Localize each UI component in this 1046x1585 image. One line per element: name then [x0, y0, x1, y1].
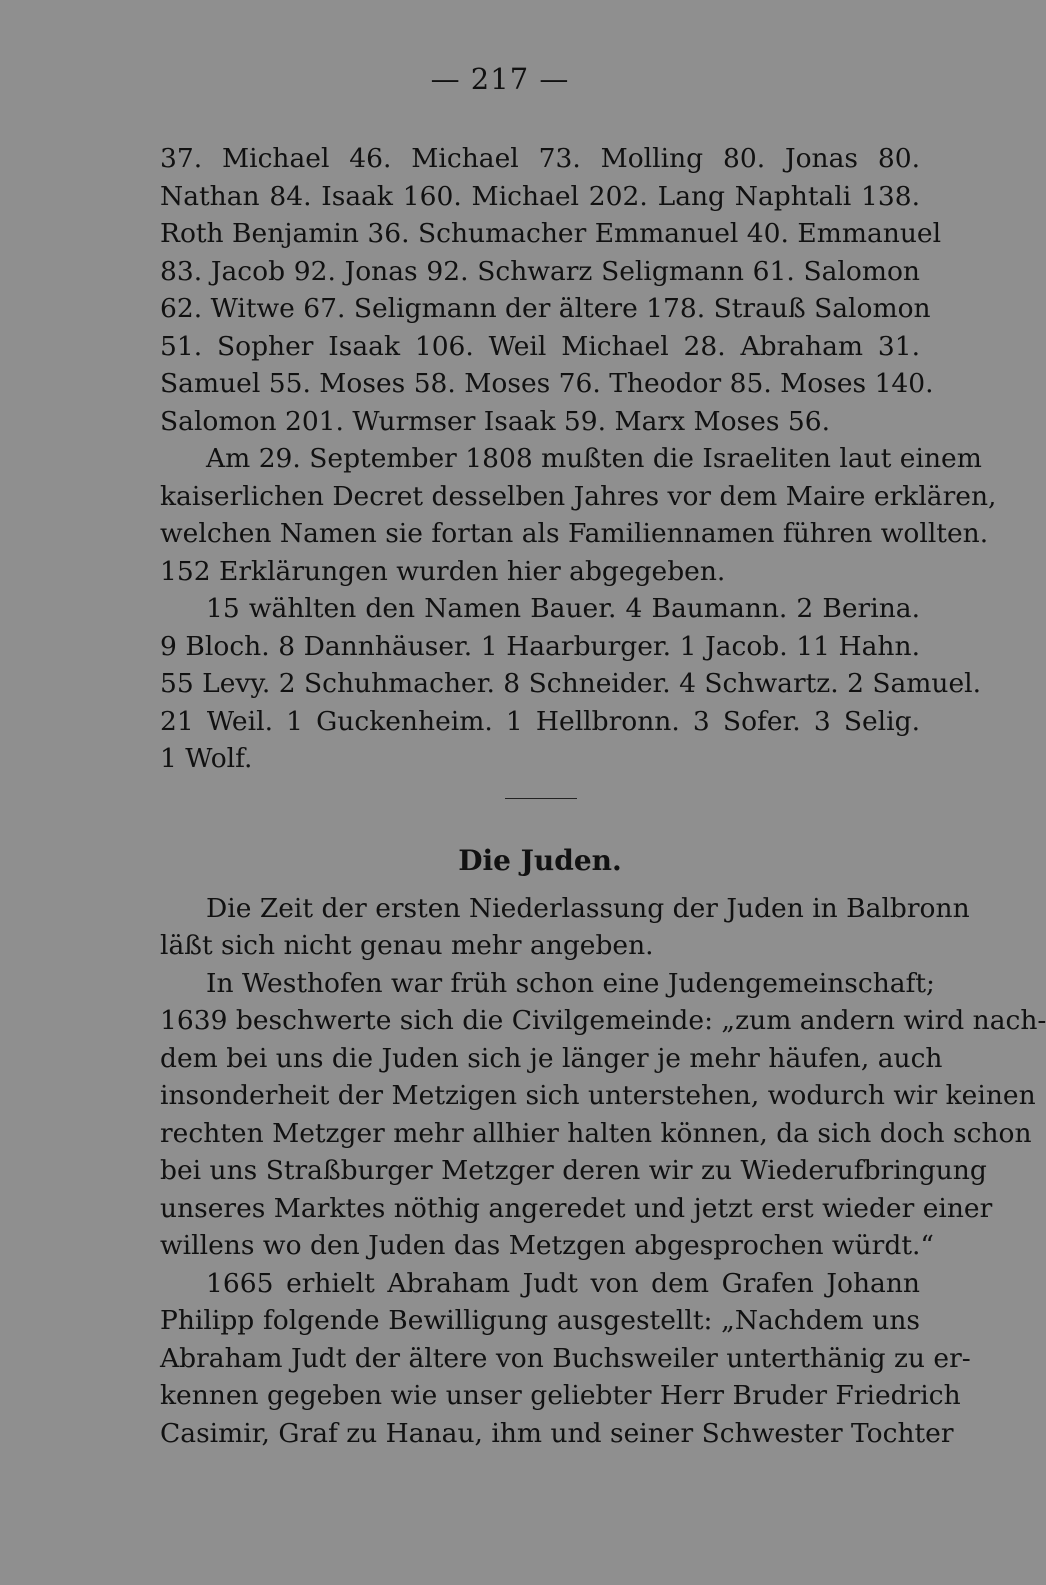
- page-content: [160, 140, 1046, 1452]
- text-line: 1639 beschwerte sich die Civilgemeinde: „zum andern wird nach-: [160, 1005, 1046, 1036]
- text-line: kaiserlichen Decret desselben Jahres vor dem Maire erklären,: [160, 480, 997, 512]
- text-line: bei uns Straßburger Metzger deren wir zu Wiederufbringung: [160, 1155, 987, 1186]
- text-line: 1 Wolf.: [160, 743, 253, 774]
- text-line: 83. Jacob 92. Jonas 92. Schwarz Seligmann 61. Salomon: [160, 255, 920, 287]
- section-heading: Die Juden.: [458, 843, 622, 877]
- text-line: Samuel 55. Moses 58. Moses 76. Theodor 85. Moses 140.: [160, 368, 934, 399]
- text-line: welchen Namen sie fortan als Familiennamen führen wollten.: [160, 518, 989, 549]
- text-line: dem bei uns die Juden sich je länger je mehr häufen, auch: [160, 1042, 943, 1074]
- text-line: 9 Bloch. 8 Dannhäuser. 1 Haarburger. 1 Jacob. 11 Hahn.: [160, 630, 920, 662]
- text-line: Am 29. September 1808 mußten die Israeliten laut einem: [206, 443, 982, 474]
- grant-paragraph: [160, 1265, 971, 1453]
- text-line: 37. Michael 46. Michael 73. Molling 80. Jonas 80.: [160, 143, 920, 174]
- text-line: insonderheit der Metzigen sich unterstehen, wodurch wir keinen: [160, 1080, 1036, 1111]
- section-separator: [160, 778, 920, 832]
- divider-rule: [505, 798, 577, 799]
- text-line: Roth Benjamin 36. Schumacher Emmanuel 40. Emmanuel: [160, 218, 942, 249]
- text-line: läßt sich nicht genau mehr angeben.: [160, 930, 654, 961]
- text-line: In Westhofen war früh schon eine Judengemeinschaft;: [206, 967, 935, 999]
- text-line: willens wo den Juden das Metzgen abgesprochen würdt.“: [160, 1230, 934, 1261]
- text-line: 55 Levy. 2 Schuhmacher. 8 Schneider. 4 Schwartz. 2 Samuel.: [160, 668, 982, 699]
- text-line: rechten Metzger mehr allhier halten können, da sich doch schon: [160, 1117, 1032, 1149]
- decree-paragraph: [160, 440, 997, 590]
- text-line: Philipp folgende Bewilligung ausgestellt: „Nachdem uns: [160, 1305, 920, 1336]
- text-line: Abraham Judt der ältere von Buchsweiler unterthänig zu er-: [160, 1342, 971, 1374]
- text-line: 62. Witwe 67. Seligmann der ältere 178. Strauß Salomon: [160, 293, 931, 324]
- page-number: — 217 —: [430, 62, 570, 96]
- text-line: Casimir, Graf zu Hanau, ihm und seiner Schwester Tochter: [160, 1417, 954, 1449]
- westhofen-paragraph: [160, 965, 1046, 1265]
- text-line: Salomon 201. Wurmser Isaak 59. Marx Moses 56.: [160, 405, 831, 437]
- text-line: unseres Marktes nöthig angeredet und jetzt erst wieder einer: [160, 1192, 993, 1224]
- text-line: Nathan 84. Isaak 160. Michael 202. Lang Naphtali 138.: [160, 180, 920, 212]
- text-line: Die Zeit der ersten Niederlassung der Juden in Balbronn: [206, 892, 970, 924]
- intro-paragraph: [160, 890, 970, 965]
- name-list-paragraph: [160, 140, 942, 440]
- text-line: 21 Weil. 1 Guckenheim. 1 Hellbronn. 3 Sofer. 3 Selig.: [160, 705, 920, 737]
- text-line: 152 Erklärungen wurden hier abgegeben.: [160, 555, 726, 587]
- chosen-names-paragraph: [160, 590, 982, 778]
- text-line: kennen gegeben wie unser geliebter Herr Bruder Friedrich: [160, 1380, 961, 1411]
- text-line: 15 wählten den Namen Bauer. 4 Baumann. 2 Berina.: [206, 593, 920, 624]
- text-line: 51. Sopher Isaak 106. Weil Michael 28. Abraham 31.: [160, 330, 920, 362]
- text-line: 1665 erhielt Abraham Judt von dem Grafen Johann: [206, 1267, 920, 1299]
